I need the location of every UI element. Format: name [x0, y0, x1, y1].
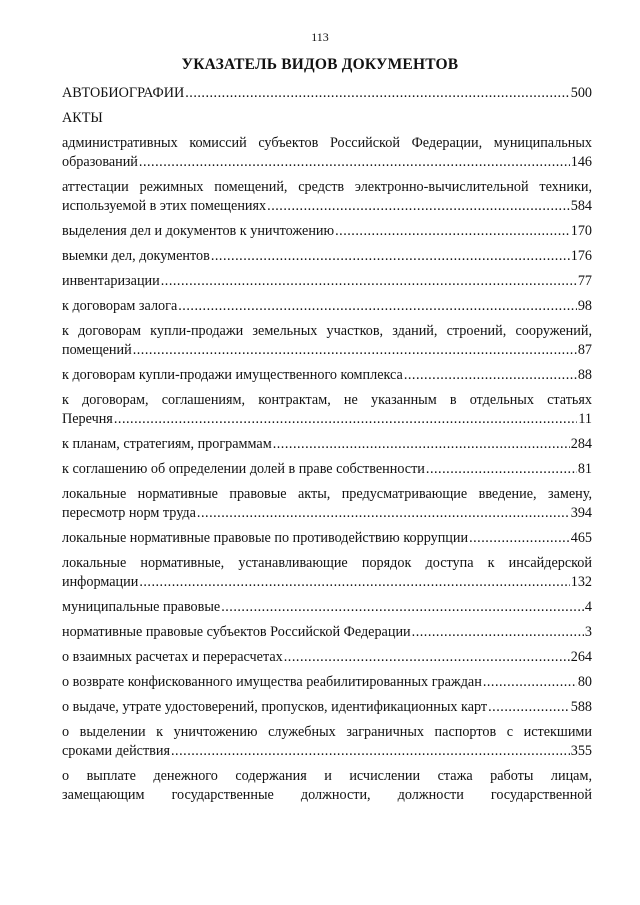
entry-text: информации — [62, 574, 139, 590]
leader-dots — [335, 222, 570, 241]
index-entry — [62, 272, 592, 291]
entry-text-line: к договорам, соглашениям, контрактам, не указанным в отдельных статьях — [62, 392, 592, 408]
entry-text: инвентаризации — [62, 273, 160, 289]
entry-text-line: аттестации режимных помещений, средств электронно-вычислительной техники, — [62, 179, 592, 195]
index-entry — [62, 435, 592, 454]
entry-text-line: локальные нормативные правовые акты, предусматривающие введение, замену, — [62, 486, 592, 502]
entry-page: 98 — [577, 298, 592, 314]
entry-text: помещений — [62, 342, 132, 358]
index-entry — [62, 247, 592, 266]
leader-dots — [221, 598, 584, 617]
entry-page: 355 — [570, 743, 592, 759]
index-line — [62, 297, 592, 316]
index-line — [62, 435, 592, 454]
index-entry — [62, 366, 592, 385]
entry-page: 81 — [577, 461, 592, 477]
entry-text: используемой в этих помещениях — [62, 198, 267, 214]
leader-dots — [161, 272, 577, 291]
entry-text: выделения дел и документов к уничтожению — [62, 223, 335, 239]
leader-dots — [404, 366, 577, 385]
leader-dots — [139, 573, 569, 592]
entry-page: 170 — [570, 223, 592, 239]
index-line — [62, 341, 592, 360]
index-entry — [62, 460, 592, 479]
index-entry — [62, 222, 592, 241]
entry-page: 87 — [577, 342, 592, 358]
entry-text: к договорам залога — [62, 298, 178, 314]
entry-page: 3 — [584, 624, 592, 640]
entry-page: 176 — [570, 248, 592, 264]
leader-dots — [267, 197, 570, 216]
leader-dots — [171, 742, 570, 761]
entry-text: нормативные правовые субъектов Российской Федерации — [62, 624, 411, 640]
entry-text: о возврате конфискованного имущества реабилитированных граждан — [62, 674, 482, 690]
leader-dots — [488, 698, 570, 717]
entry-page: 4 — [584, 599, 592, 615]
index-line — [62, 410, 592, 429]
index-entries — [62, 134, 592, 805]
leader-dots — [178, 297, 577, 316]
entry-page: 77 — [577, 273, 592, 289]
index-content — [62, 84, 592, 811]
entry-text: к планам, стратегиям, программам — [62, 436, 272, 452]
index-entry — [62, 648, 592, 667]
entry-text: АВТОБИОГРАФИИ — [62, 85, 185, 101]
index-line — [62, 529, 592, 548]
index-line — [62, 648, 592, 667]
entry-page: 146 — [570, 154, 592, 170]
index-line — [62, 84, 592, 103]
leader-dots — [412, 623, 584, 642]
index-entry — [62, 554, 592, 592]
leader-dots — [426, 460, 577, 479]
index-entry — [62, 391, 592, 429]
leader-dots — [197, 504, 570, 523]
index-entry — [62, 698, 592, 717]
leader-dots — [139, 153, 570, 172]
index-entry — [62, 485, 592, 523]
entry-text: выемки дел, документов — [62, 248, 210, 264]
entry-text-line: административных комиссий субъектов Российской Федерации, муниципальных — [62, 135, 592, 151]
page-number: 113 — [311, 30, 329, 44]
index-entry — [62, 723, 592, 761]
index-line — [62, 247, 592, 266]
entry-text: муниципальные правовые — [62, 599, 221, 615]
entry-page: 284 — [570, 436, 592, 452]
entry-text-line: локальные нормативные, устанавливающие порядок доступа к инсайдерской — [62, 555, 592, 571]
index-line — [62, 153, 592, 172]
index-line — [62, 366, 592, 385]
entry-page: 11 — [578, 411, 592, 427]
index-line — [62, 623, 592, 642]
entry-text-line: о выплате денежного содержания и исчислении стажа работы лицам, — [62, 768, 592, 784]
index-entry — [62, 322, 592, 360]
index-entry — [62, 598, 592, 617]
index-line — [62, 573, 592, 592]
leader-dots — [211, 247, 570, 266]
index-entry — [62, 134, 592, 172]
index-line — [62, 460, 592, 479]
entry-text: к договорам купли-продажи имущественного комплекса — [62, 367, 403, 383]
leader-dots — [185, 84, 570, 103]
entry-page: 394 — [570, 505, 592, 521]
index-line — [62, 698, 592, 717]
index-entry — [62, 623, 592, 642]
index-entry — [62, 529, 592, 548]
index-line — [62, 598, 592, 617]
entry-text-line: замещающим государственные должности, должности государственной — [62, 787, 592, 803]
entry-page: 500 — [570, 85, 592, 101]
index-entry — [62, 673, 592, 692]
page-title: УКАЗАТЕЛЬ ВИДОВ ДОКУМЕНТОВ — [181, 56, 459, 73]
entry-page: 465 — [570, 530, 592, 546]
entry-text: о взаимных расчетах и перерасчетах — [62, 649, 283, 665]
entry-text: о выдаче, утрате удостоверений, пропусков, идентификационных карт — [62, 699, 488, 715]
leader-dots — [483, 673, 577, 692]
entry-page: 132 — [570, 574, 592, 590]
index-line — [62, 272, 592, 291]
index-line — [62, 504, 592, 523]
leader-dots — [469, 529, 570, 548]
index-line — [62, 197, 592, 216]
entry-text: пересмотр норм труда — [62, 505, 196, 521]
entry-text: Перечня — [62, 411, 113, 427]
index-line — [62, 742, 592, 761]
section-heading: АКТЫ — [62, 110, 103, 126]
entry-text-line: о выделении к уничтожению служебных заграничных паспортов с истекшими — [62, 724, 592, 740]
entry-page: 588 — [570, 699, 592, 715]
index-entry — [62, 767, 592, 805]
index-entry — [62, 297, 592, 316]
entry-text: образований — [62, 154, 138, 170]
leader-dots — [273, 435, 570, 454]
entry-text-line: к договорам купли-продажи земельных участков, зданий, строений, сооружений, — [62, 323, 592, 339]
index-line — [62, 222, 592, 241]
leader-dots — [284, 648, 570, 667]
entry-page: 80 — [577, 674, 592, 690]
index-entry — [62, 178, 592, 216]
entry-page: 88 — [577, 367, 592, 383]
entry-text: к соглашению об определении долей в праве собственности — [62, 461, 425, 477]
leader-dots — [114, 410, 577, 429]
entry-page: 584 — [570, 198, 592, 214]
leader-dots — [133, 341, 577, 360]
entry-text: локальные нормативные правовые по противодействию коррупции — [62, 530, 469, 546]
entry-page: 264 — [570, 649, 592, 665]
index-entry-autobiography — [62, 84, 592, 103]
index-line — [62, 673, 592, 692]
entry-text: сроками действия — [62, 743, 170, 759]
